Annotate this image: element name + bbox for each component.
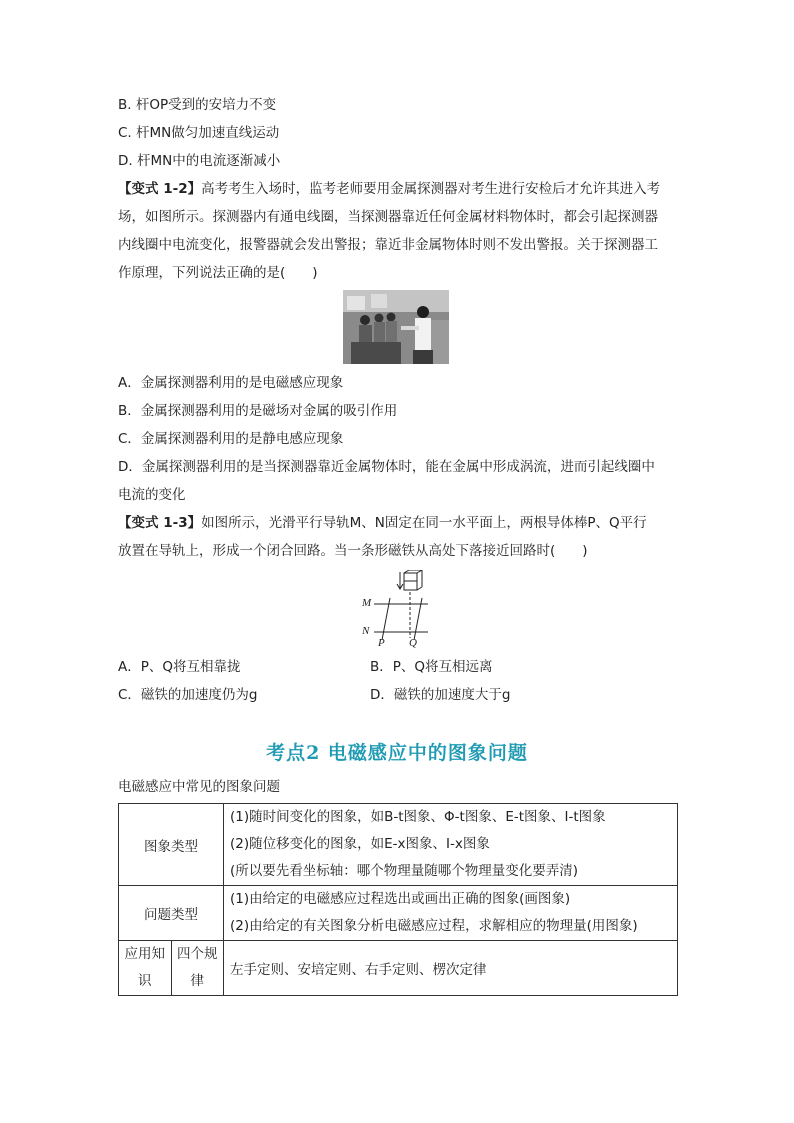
q3-option-c: C．磁铁的加速度仍为g xyxy=(118,687,258,703)
table-row xyxy=(119,886,678,941)
q3-option-a: A．P、Q将互相靠拢 xyxy=(118,659,241,675)
q3-line-1 xyxy=(118,514,683,533)
q2-option-b: B．金属探测器利用的是磁场对金属的吸引作用 xyxy=(118,403,398,419)
row-header-graph-type: 图象类型 xyxy=(119,804,224,886)
summary-table xyxy=(118,803,678,996)
graph-type-line: (所以要先看坐标轴：哪个物理量随哪个物理量变化要弄清) xyxy=(230,863,579,879)
q2-option-d-cont: 电流的变化 xyxy=(118,487,186,503)
q2-tag: 【变式 1-2】 xyxy=(118,181,202,197)
row-content-problem-type xyxy=(224,886,678,941)
diagram-label-p: P xyxy=(378,637,385,649)
q2-text-1: 高考考生入场时，监考老师要用金属探测器对考生进行安检后才允许其进入考 xyxy=(201,181,661,197)
diagram-label-n: N xyxy=(362,625,370,637)
q2-line-3: 内线圈中电流变化，报警器就会发出警报；靠近非金属物体时则不发出警报。关于探测器工 xyxy=(118,237,658,253)
q2-line-4: 作原理，下列说法正确的是( ) xyxy=(118,265,318,281)
q2-option-a: A．金属探测器利用的是电磁感应现象 xyxy=(118,375,344,391)
row-header-four-rules: 四个规律 xyxy=(171,941,224,996)
graph-type-line: (1)随时间变化的图象，如B-t图象、Φ-t图象、E-t图象、I-t图象 xyxy=(230,809,606,825)
metal-detector-photo xyxy=(343,290,449,364)
option-d: D. 杆MN中的电流逐渐减小 xyxy=(118,153,281,169)
row-content-rules: 左手定则、安培定则、右手定则、楞次定律 xyxy=(224,941,678,996)
section-intro: 电磁感应中常见的图象问题 xyxy=(118,779,280,795)
table-row xyxy=(119,941,678,996)
q3-option-d: D．磁铁的加速度大于g xyxy=(370,687,511,703)
option-c: C. 杆MN做匀加速直线运动 xyxy=(118,125,280,141)
q3-tag: 【变式 1-3】 xyxy=(118,515,202,531)
q3-line-2: 放置在导轨上，形成一个闭合回路。当一条形磁铁从高处下落接近回路时( ) xyxy=(118,543,588,559)
q3-text-1: 如图所示，光滑平行导轨M、N固定在同一水平面上，两根导体棒P、Q平行 xyxy=(201,515,647,531)
table-row xyxy=(119,804,678,886)
q2-option-d: D．金属探测器利用的是当探测器靠近金属物体时，能在金属中形成涡流，进而引起线圈中 xyxy=(118,459,655,475)
q2-option-c: C．金属探测器利用的是静电感应现象 xyxy=(118,431,344,447)
diagram-label-q: Q xyxy=(409,637,417,649)
rail-magnet-diagram xyxy=(356,570,442,652)
diagram-label-m: M xyxy=(362,597,372,609)
q2-line-2: 场，如图所示。探测器内有通电线圈，当探测器靠近任何金属材料物体时，都会引起探测器 xyxy=(118,209,658,225)
row-content-graph-type xyxy=(224,804,678,886)
section-heading: 考点2 电磁感应中的图象问题 xyxy=(266,742,528,764)
q3-option-b: B．P、Q将互相远离 xyxy=(370,659,493,675)
row-header-problem-type: 问题类型 xyxy=(119,886,224,941)
problem-type-line: (1)由给定的电磁感应过程选出或画出正确的图象(画图象) xyxy=(230,891,571,907)
graph-type-line: (2)随位移变化的图象，如E-x图象、I-x图象 xyxy=(230,836,490,852)
q2-line-1 xyxy=(118,180,683,199)
problem-type-line: (2)由给定的有关图象分析电磁感应过程，求解相应的物理量(用图象) xyxy=(230,918,638,934)
row-header-applied-knowledge: 应用知识 xyxy=(119,941,172,996)
option-b: B. 杆OP受到的安培力不变 xyxy=(118,97,277,113)
